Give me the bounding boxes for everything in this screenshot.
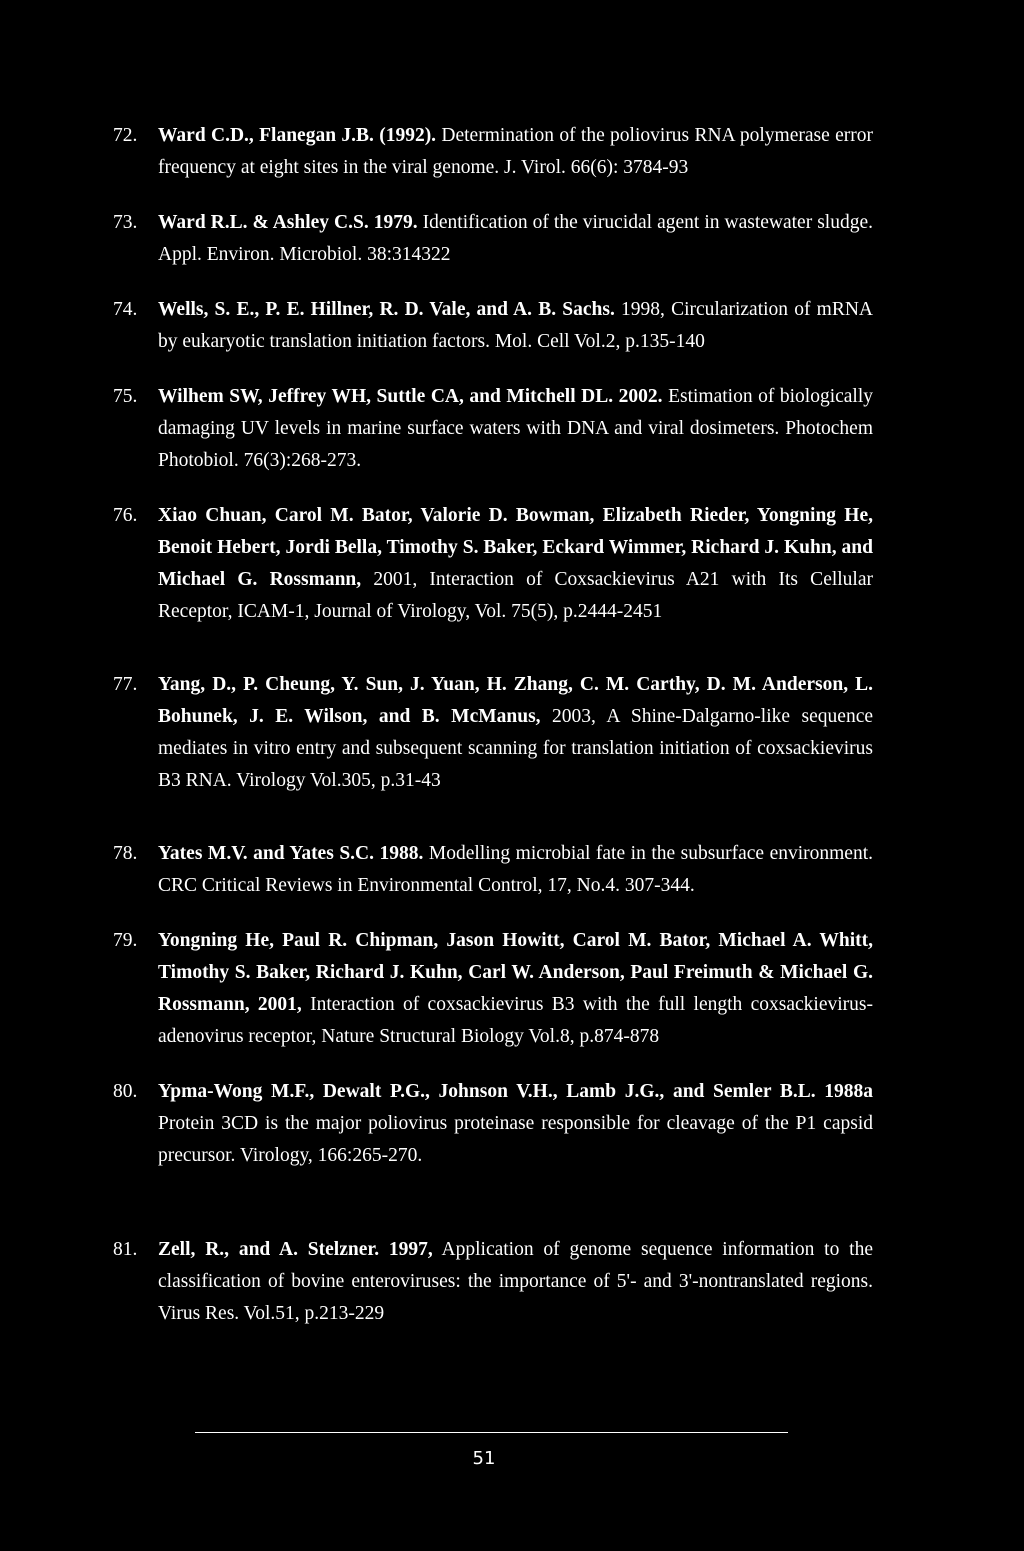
reference-number: 80. <box>113 1081 138 1102</box>
footer-divider <box>195 1432 788 1433</box>
reference-item-79 <box>113 925 873 1053</box>
reference-text: Estimation of biologically damaging UV levels in marine surface waters with DNA and viral dosimeters. Photochem Photobiol. 76(3):268-273. <box>158 386 874 471</box>
reference-number: 75. <box>113 386 138 407</box>
reference-text: Protein 3CD is the major poliovirus proteinase responsible for cleavage of the P1 capsid precursor. Virology, 166:265-270. <box>158 1113 873 1166</box>
reference-text: 1998, Circularization of mRNA by eukaryotic translation initiation factors. Mol. Cell Vol.2, p.135-140 <box>158 299 873 352</box>
reference-text: Modelling microbial fate in the subsurface environment. CRC Critical Reviews in Environmental Control, 17, No.4. 307-344. <box>158 843 873 896</box>
reference-item-78 <box>113 838 873 902</box>
reference-authors: Zell, R., and A. Stelzner. 1997, <box>158 1239 433 1260</box>
reference-item-76 <box>113 500 873 628</box>
reference-list <box>113 120 873 1353</box>
reference-number: 72. <box>113 125 138 146</box>
reference-text: Identification of the virucidal agent in wastewater sludge. Appl. Environ. Microbiol. 38:314322 <box>158 212 873 265</box>
reference-authors: Yongning He, Paul R. Chipman, Jason Howitt, Carol M. Bator, Michael A. Whitt, Timothy S. Baker, Richard J. Kuhn, Carl W. Anderson, Paul Freimuth & Michael G. Rossmann, 2001, <box>158 930 873 1015</box>
reference-item-81 <box>113 1234 873 1330</box>
reference-number: 76. <box>113 505 138 526</box>
reference-item-74 <box>113 294 873 358</box>
reference-item-80 <box>113 1076 873 1172</box>
reference-text: 2001, Interaction of Coxsackievirus A21 with Its Cellular Receptor, ICAM-1, Journal of Virology, Vol. 75(5), p.2444-2451 <box>158 569 873 622</box>
reference-number: 79. <box>113 930 138 951</box>
reference-authors: Yates M.V. and Yates S.C. 1988. <box>158 843 424 864</box>
reference-item-75 <box>113 381 873 477</box>
reference-authors: Xiao Chuan, Carol M. Bator, Valorie D. Bowman, Elizabeth Rieder, Yongning He, Benoit Hebert, Jordi Bella, Timothy S. Baker, Eckard Wimmer, Richard J. Kuhn, and Michael G. Rossmann, <box>158 505 873 590</box>
reference-number: 73. <box>113 212 138 233</box>
reference-authors: Wells, S. E., P. E. Hillner, R. D. Vale, and A. B. Sachs. <box>158 299 615 320</box>
reference-item-73 <box>113 207 873 271</box>
reference-authors: Yang, D., P. Cheung, Y. Sun, J. Yuan, H. Zhang, C. M. Carthy, D. M. Anderson, L. Bohunek, J. E. Wilson, and B. McManus, <box>158 674 873 727</box>
reference-item-72 <box>113 120 873 184</box>
reference-authors: Ward C.D., Flanegan J.B. (1992). <box>158 125 437 146</box>
reference-number: 78. <box>113 843 138 864</box>
reference-authors: Ward R.L. & Ashley C.S. 1979. <box>158 212 418 233</box>
reference-authors: Ypma-Wong M.F., Dewalt P.G., Johnson V.H., Lamb J.G., and Semler B.L. 1988a <box>158 1081 873 1102</box>
reference-text: 2003, A Shine-Dalgarno-like sequence mediates in vitro entry and subsequent scanning for translation initiation of coxsackievirus B3 RNA. Virology Vol.305, p.31-43 <box>158 706 873 791</box>
page-number: 51 <box>472 1448 496 1469</box>
reference-text: Determination of the poliovirus RNA polymerase error frequency at eight sites in the viral genome. J. Virol. 66(6): 3784-93 <box>158 125 873 178</box>
reference-text: Application of genome sequence information to the classification of bovine enteroviruses: the importance of 5'- and 3'-nontranslated regions. Virus Res. Vol.51, p.213-229 <box>158 1239 873 1324</box>
reference-number: 74. <box>113 299 138 320</box>
reference-number: 77. <box>113 674 138 695</box>
reference-number: 81. <box>113 1239 138 1260</box>
reference-item-77 <box>113 669 873 797</box>
reference-text: Interaction of coxsackievirus B3 with the full length coxsackievirus-adenovirus receptor, Nature Structural Biology Vol.8, p.874-878 <box>158 994 873 1047</box>
reference-authors: Wilhem SW, Jeffrey WH, Suttle CA, and Mitchell DL. 2002. <box>158 386 663 407</box>
